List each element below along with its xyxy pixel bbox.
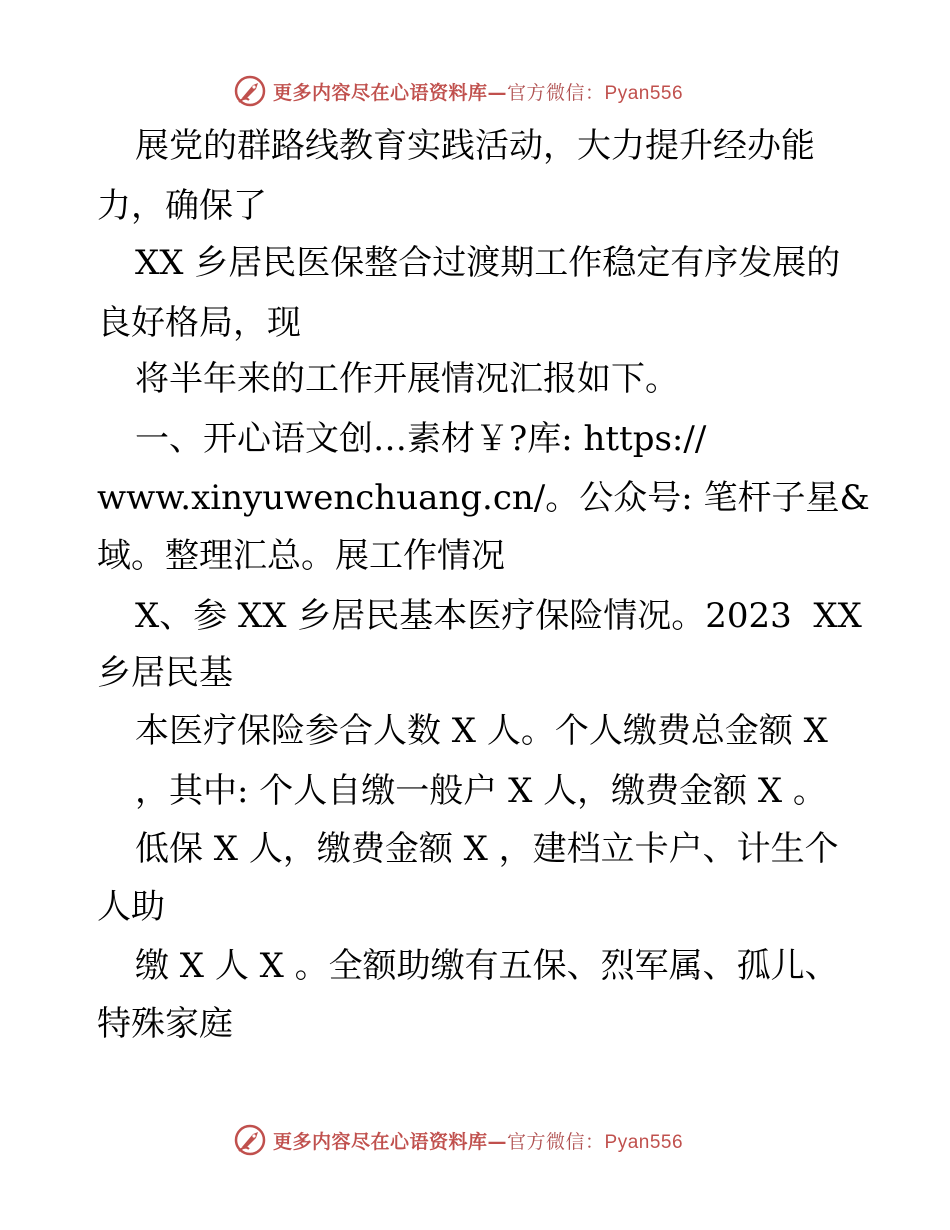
banner-text	[273, 78, 683, 105]
document-line: XX 乡居民医保整合过渡期工作稳定有序发展的	[135, 243, 841, 283]
pen-nib-logo-icon	[233, 74, 267, 108]
document-line: 特殊家庭	[97, 1004, 233, 1044]
banner-wechat-label: 官方微信：	[507, 81, 605, 104]
document-line: ，其中: 个人自缴一般户 X 人，缴费金额 X 。	[135, 771, 827, 811]
document-line: X、参 XX 乡居民基本医疗保险情况。2023 XX	[135, 596, 862, 636]
footer-banner	[0, 1120, 950, 1160]
banner-dash: —	[487, 1130, 508, 1153]
document-line: 良好格局，现	[97, 303, 301, 343]
document-line: 缴 X 人 X 。全额助缴有五保、烈军属、孤儿、	[135, 946, 839, 986]
header-banner	[0, 71, 950, 111]
header-banner-content	[233, 71, 683, 111]
document-line: 低保 X 人，缴费金额 X ，建档立卡户、计生个	[135, 829, 839, 869]
banner-site-text: 更多内容尽在心语资料库	[273, 1130, 488, 1153]
banner-wechat-id: Pyan556	[604, 1131, 684, 1153]
document-line: www.xinyuwenchuang.cn/。公众号: 笔杆子星&	[97, 478, 870, 518]
banner-text	[273, 1127, 683, 1154]
document-line: 力，确保了	[97, 186, 267, 226]
document-line: 展党的群路线教育实践活动，大力提升经办能	[135, 126, 815, 166]
banner-wechat-id: Pyan556	[604, 82, 684, 104]
document-line: 人助	[97, 887, 165, 927]
document-line: 本医疗保险参合人数 X 人。个人缴费总金额 X	[135, 711, 828, 751]
pen-nib-logo-icon	[233, 1123, 267, 1157]
document-line: 将半年来的工作开展情况汇报如下。	[135, 359, 679, 399]
banner-dash: —	[487, 81, 508, 104]
document-line: 一、开心语文创…素材￥?库: https://	[135, 419, 707, 459]
footer-banner-content	[233, 1120, 683, 1160]
banner-site-text: 更多内容尽在心语资料库	[273, 81, 488, 104]
document-line: 乡居民基	[97, 653, 233, 693]
banner-wechat-label: 官方微信：	[507, 1130, 605, 1153]
document-line: 域。整理汇总。展工作情况	[97, 536, 505, 576]
